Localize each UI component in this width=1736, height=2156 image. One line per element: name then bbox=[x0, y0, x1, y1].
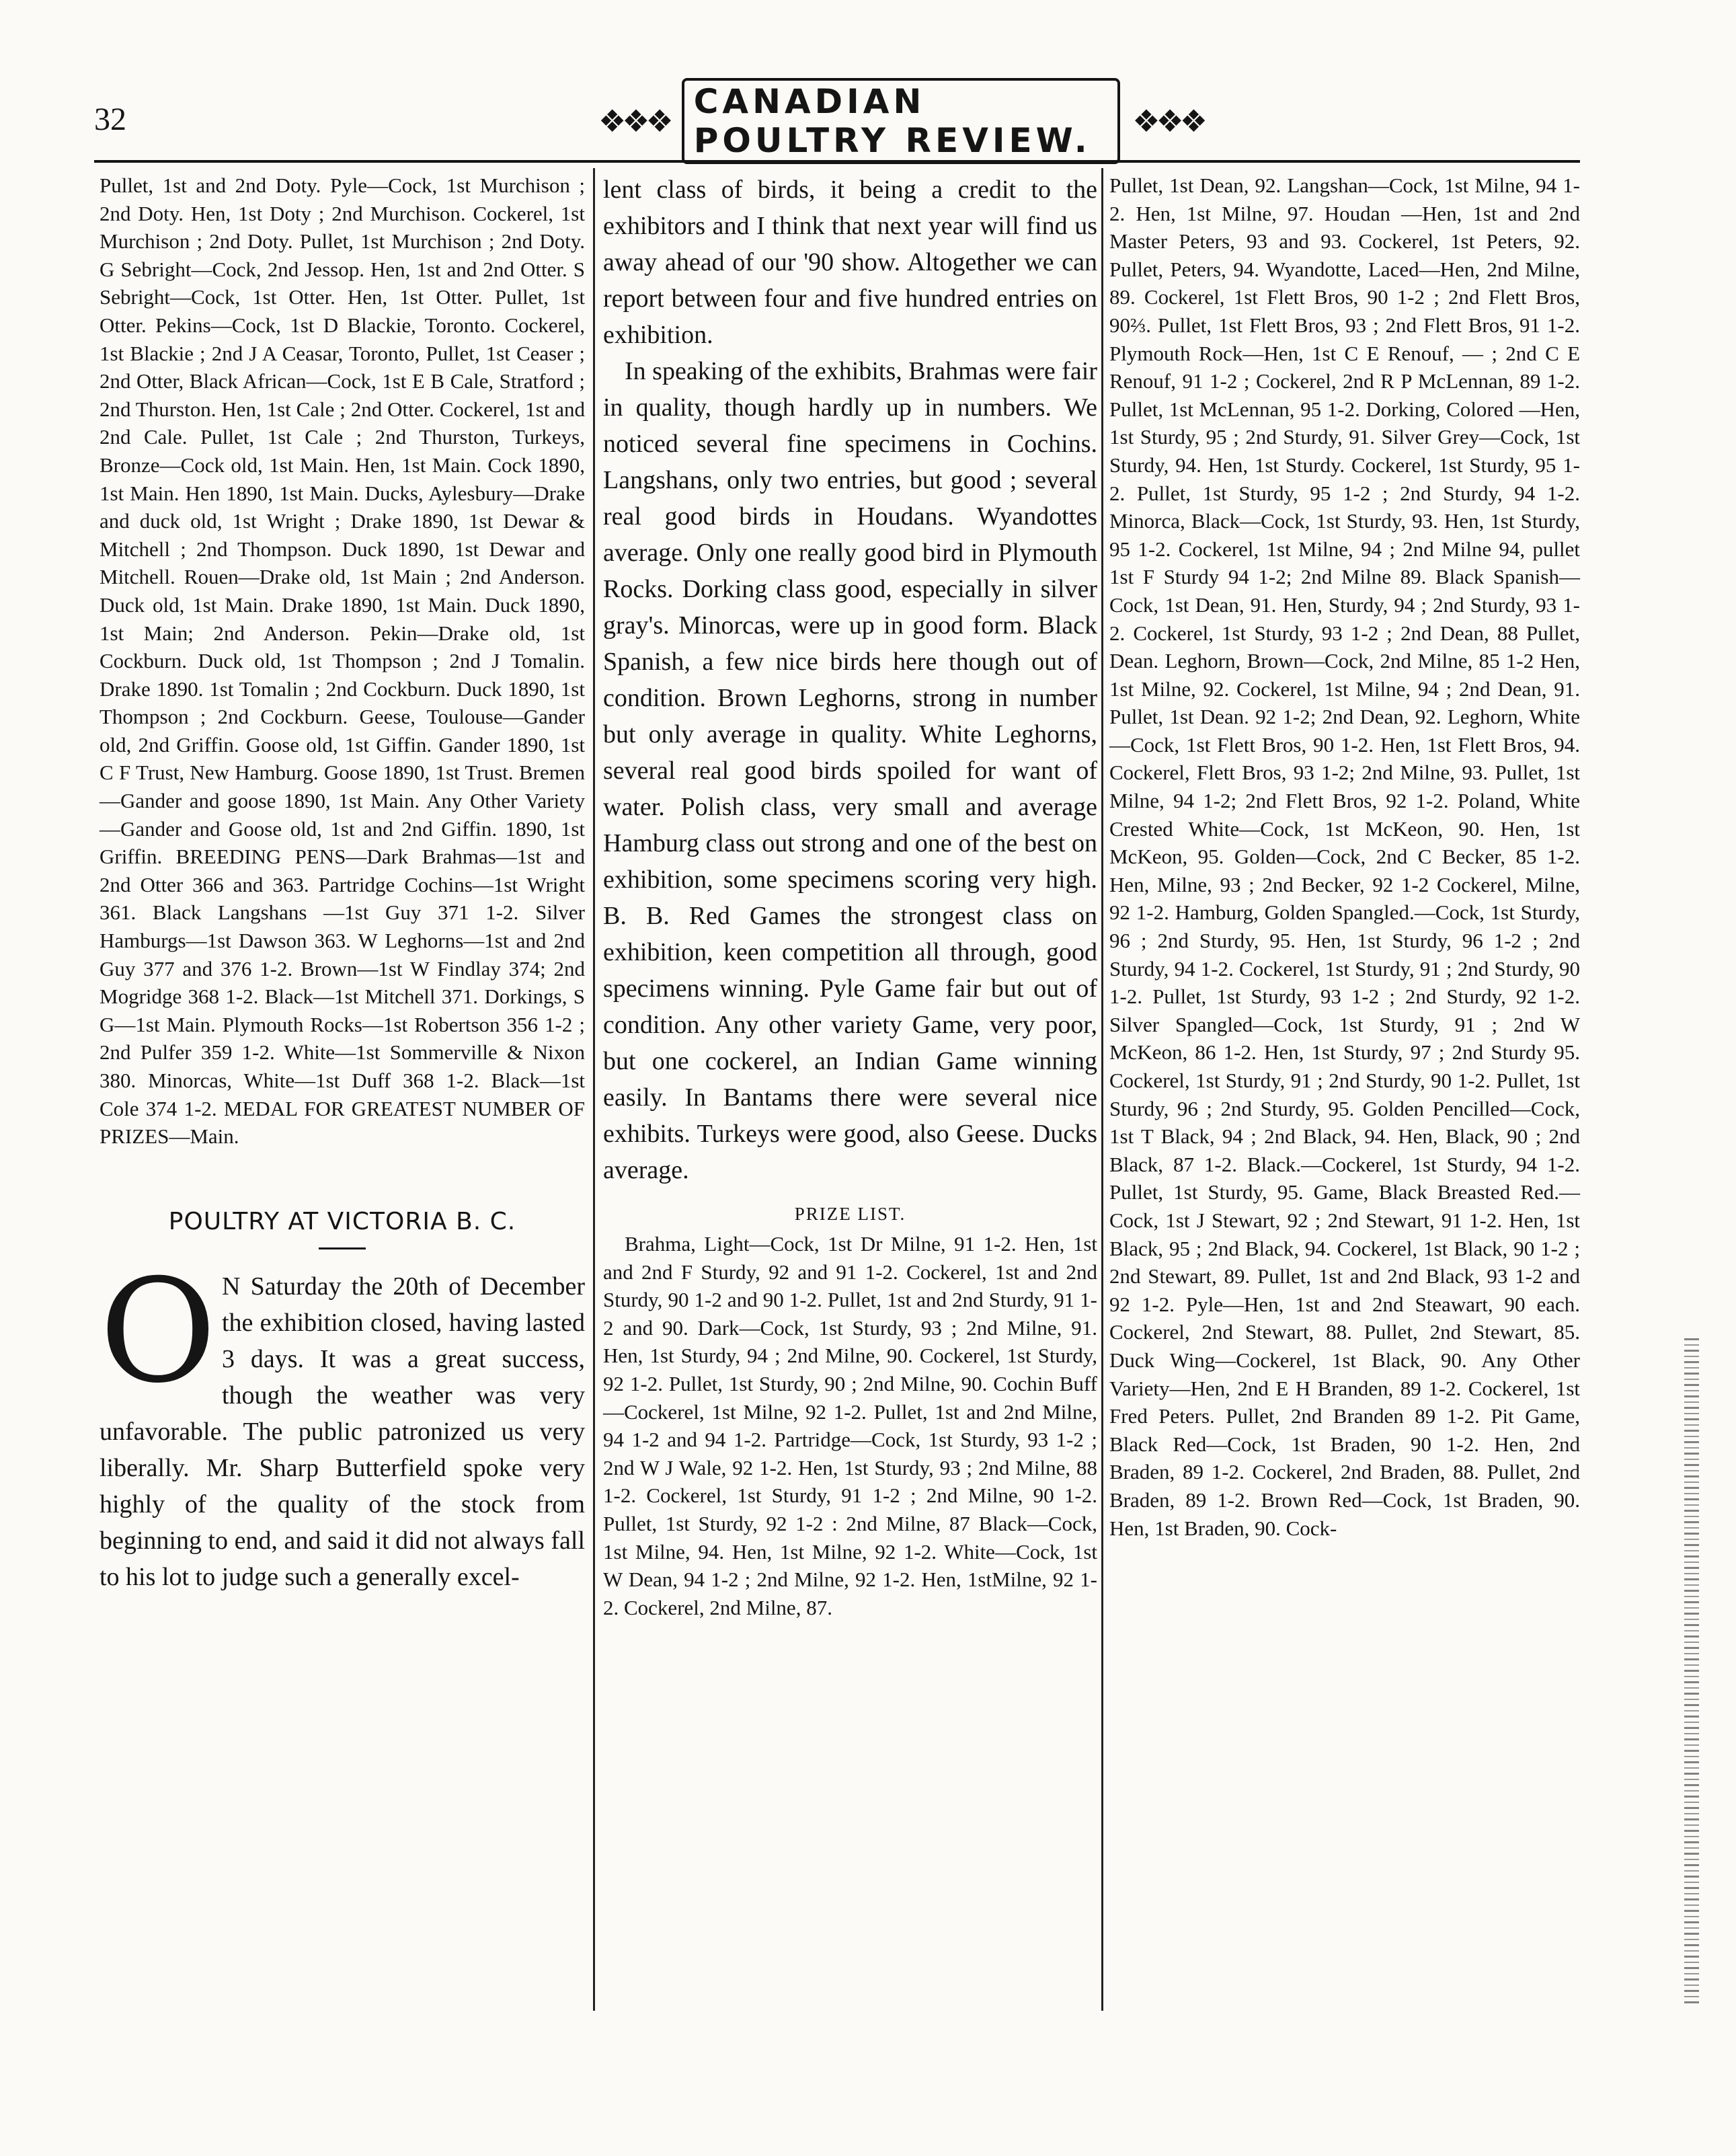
column-rule-right bbox=[1101, 168, 1103, 2011]
prize-list-continued: Pullet, 1st Dean, 92. Langshan—Cock, 1st Milne, 94 1-2. Hen, 1st Milne, 97. Houdan —Hen, 1st and 2nd Master Peters, 93 and 93. Cockerel, 1st Peters, 92. Pullet, Peters, 94. Wyandotte, Laced—Hen, 2nd Milne, 89. Cockerel, 1st Flett Bros, 90 1-2 ; 2nd Flett Bros, 90⅔. Pullet, 1st Flett Bros, 93 ; 2nd Flett Bros, 91 1-2. Plymouth Rock—Hen, 1st C E Renouf, — ; 2nd C E Renouf, 91 1-2 ; Cockerel, 2nd R P McLennan, 89 1-2. Pullet, 1st McLennan, 95 1-2. Dorking, Colored —Hen, 1st Sturdy, 95 ; 2nd Sturdy, 91. Silver Grey—Cock, 1st Sturdy, 94. Hen, 1st Sturdy. Cockerel, 1st Sturdy, 95 1-2. Pullet, 1st Sturdy, 95 1-2 ; 2nd Sturdy, 94 1-2. Minorca, Black—Cock, 1st Sturdy, 93. Hen, 1st Sturdy, 95 1-2. Cockerel, 1st Milne, 94 ; 2nd Milne 94, pullet 1st F Sturdy 94 1-2; 2nd Milne 89. Black Spanish—Cock, 1st Dean, 91. Hen, Sturdy, 94 ; 2nd Sturdy, 93 1-2. Cockerel, 1st Sturdy, 93 1-2 ; 2nd Dean, 88 Pullet, Dean. Leghorn, Brown—Cock, 2nd Milne, 85 1-2 Hen, 1st Milne, 92. Cockerel, 1st Milne, 94 ; 2nd Dean, 91. Pullet, 1st Dean. 92 1-2; 2nd Dean, 92. Leghorn, White—Cock, 1st Flett Bros, 90 1-2. Hen, 1st Flett Bros, 94. Cockerel, Flett Bros, 93 1-2; 2nd Milne, 93. Pullet, 1st Milne, 94 1-2; 2nd Flett Bros, 92 1-2. Poland, White Crested White—Cock, 1st McKeon, 90. Hen, 1st McKeon, 95. Golden—Cock, 2nd C Becker, 85 1-2. Hen, Milne, 93 ; 2nd Becker, 92 1-2 Cockerel, Milne, 92 1-2. Hamburg, Golden Spangled.—Cock, 1st Sturdy, 96 ; 2nd Sturdy, 95. Hen, 1st Sturdy, 96 1-2 ; 2nd Sturdy, 94 1-2. Cockerel, 1st Sturdy, 91 ; 2nd Sturdy, 90 1-2. Pullet, 1st Sturdy, 93 1-2 ; 2nd Sturdy, 92 1-2. Silver Spangled—Cock, 1st Sturdy, 91 ; 2nd W McKeon, 86 1-2. Hen, 1st Sturdy, 97 ; 2nd Sturdy 95. Cockerel, 1st Sturdy, 91 ; 2nd Sturdy, 90 1-2. Pullet, 1st Sturdy, 96 ; 2nd Sturdy, 95. Golden Pencilled—Cock, 1st T Black, 94 ; 2nd Black, 94. Hen, Black, 90 ; 2nd Black, 87 1-2. Black.—Cockerel, 1st Sturdy, 94 1-2. Pullet, 1st Sturdy, 95. Game, Black Breasted Red.—Cock, 1st J Stewart, 92 ; 2nd Stewart, 91 1-2. Hen, 1st Black, 95 ; 2nd Black, 94. Cockerel, 1st Black, 90 1-2 ; 2nd Stewart, 89. Pullet, 1st and 2nd Black, 93 1-2 and 92 1-2. Pyle—Hen, 1st and 2nd Steawart, 90 each. Cockerel, 2nd Stewart, 88. Pullet, 2nd Stewart, 85. Duck Wing—Cockerel, 1st Black, 90. Any Other Variety—Hen, 2nd E H Branden, 89 1-2. Cockerel, 1st Fred Peters. Pullet, 2nd Branden 89 1-2. Pit Game, Black Red—Cock, 1st Braden, 90 1-2. Hen, 2nd Braden, 89 1-2. Cockerel, 2nd Braden, 88. Pullet, 2nd Braden, 89 1-2. Brown Red—Cock, 1st Braden, 90. Hen, 1st Braden, 90. Cock- bbox=[1109, 174, 1580, 1540]
victoria-intro: N Saturday the 20th of December the exhibition closed, having lasted 3 days. It was a great success, though the weather was very unfavorable. The public patronized us very liberally. Mr. Sharp Butterfield spoke very highly of the quality of the stock from beginning to end, and said it did not always fall to his lot to judge such a generally excel- bbox=[100, 1272, 585, 1592]
masthead bbox=[598, 82, 1204, 160]
results-continued: Pullet, 1st and 2nd Doty. Pyle—Cock, 1st Murchison ; 2nd Doty. Hen, 1st Doty ; 2nd Murchison. Cockerel, 1st Murchison ; 2nd Doty. Pullet, 1st Murchison ; 2nd Doty. G Sebright—Cock, 2nd Jessop. Hen, 1st and 2nd Otter. S Sebright—Cock, 1st Otter. Hen, 1st Otter. Pullet, 1st Otter. Pekins—Cock, 1st D Blackie, Toronto. Cockerel, 1st Blackie ; 2nd J A Ceasar, Toronto, Pullet, 1st Ceaser ; 2nd Otter, Black African—Cock, 1st E B Cale, Stratford ; 2nd Thurston. Hen, 1st Cale ; 2nd Otter. Cockerel, 1st and 2nd Cale. Pullet, 1st Cale ; 2nd Thurston, Turkeys, Bronze—Cock old, 1st Main. Hen, 1st Main. Cock 1890, 1st Main. Hen 1890, 1st Main. Ducks, Aylesbury—Drake and duck old, 1st Wright ; Drake 1890, 1st Dewar & Mitchell ; 2nd Thompson. Duck 1890, 1st Dewar and Mitchell. Rouen—Drake old, 1st Main ; 2nd Anderson. Duck old, 1st Main. Drake 1890, 1st Main. Duck 1890, 1st Main; 2nd Anderson. Pekin—Drake old, 1st Cockburn. Duck old, 1st Thompson ; 2nd J Tomalin. Drake 1890. 1st Tomalin ; 2nd Cockburn. Duck 1890, 1st Thompson ; 2nd Cockburn. Geese, Toulouse—Gander old, 2nd Griffin. Goose old, 1st Giffin. Gander 1890, 1st C F Trust, New Hamburg. Goose 1890, 1st Trust. Bremen—Gander and goose 1890, 1st Main. Any Other Variety—Gander and Goose old, 1st and 2nd Giffin. 1890, 1st Griffin. BREEDING PENS—Dark Brahmas—1st and 2nd Otter 366 and 363. Partridge Cochins—1st Wright 361. Black Langshans —1st Guy 371 1-2. Silver Hamburgs—1st Dawson 363. W Leghorns—1st and 2nd Guy 377 and 376 1-2. Brown—1st W Findlay 374; 2nd Mogridge 368 1-2. Black—1st Mitchell 371. Dorkings, S G—1st Main. Plymouth Rocks—1st Robertson 356 1-2 ; 2nd Pulfer 359 1-2. White—1st Sommerville & Nixon 380. Minorcas, White—1st Duff 368 1-2. Black—1st Cole 374 1-2. MEDAL FOR GREATEST NUMBER OF PRIZES—Main. bbox=[100, 174, 585, 1149]
prize-list-text: Brahma, Light—Cock, 1st Dr Milne, 91 1-2. Hen, 1st and 2nd F Sturdy, 92 and 91 1-2. Cockerel, 1st and 2nd Sturdy, 90 1-2 and 90 1-2. Pullet, 1st and 2nd Sturdy, 91 1-2 and 90. Dark—Cock, 1st Sturdy, 93 ; 2nd Milne, 91. Hen, 1st Sturdy, 94 ; 2nd Milne, 90. Cockerel, 1st Sturdy, 92 1-2. Pullet, 1st Sturdy, 90 ; 2nd Milne, 90. Cochin Buff—Cockerel, 1st Milne, 92 1-2. Pullet, 1st and 2nd Milne, 94 1-2 and 94 1-2. Partridge—Cock, 1st Sturdy, 93 1-2 ; 2nd W J Wale, 92 1-2. Hen, 1st Sturdy, 93 ; 2nd Milne, 88 1-2. Cockerel, 1st Sturdy, 91 1-2 ; 2nd Milne, 90 1-2. Pullet, 1st Sturdy, 92 1-2 : 2nd Milne, 87 Black—Cock, 1st Milne, 94. Hen, 1st Milne, 92 1-2. White—Cock, 1st W Dean, 94 1-2 ; 2nd Milne, 92 1-2. Hen, 1stMilne, 92 1-2. Cockerel, 2nd Milne, 87. bbox=[603, 1232, 1097, 1619]
column-1 bbox=[100, 171, 585, 1595]
column-rule-left bbox=[593, 168, 595, 2011]
column-3 bbox=[1109, 171, 1580, 1542]
masthead-title: CANADIAN POULTRY REVIEW. bbox=[682, 78, 1121, 164]
ornament-left-icon: ❖❖❖ bbox=[598, 104, 670, 139]
scan-edge-speckle bbox=[1684, 1338, 1699, 2004]
column-2 bbox=[603, 171, 1097, 1621]
section-heading-victoria: POULTRY AT VICTORIA B. C. bbox=[168, 1207, 516, 1235]
article-paragraph-2: In speaking of the exhibits, Brahmas were fair in quality, though hardly up in numbers. We noticed several fine specimens in Cochins. Langshans, only two entries, but good ; several real good birds in Houdans. Wyandottes average. Only one really good bird in Plymouth Rocks. Dorking class good, especially in silver gray's. Minorcas, were up in good form. Black Spanish, a few nice birds here though out of condition. Brown Leghorns, strong in number but only average in quality. White Leghorns, several real good birds spoiled for want of water. Polish class, very small and average Hamburg class out strong and one of the best on exhibition, some specimens scoring very high. B. B. Red Games the strongest class on exhibition, keen competition all through, good specimens winning. Pyle Game fair but out of condition. Any other variety Game, very poor, but one cockerel, an Indian Game winning easily. In Bantams there were several nice exhibits. Turkeys were good, also Geese. Ducks average. bbox=[603, 357, 1097, 1184]
prize-list-heading: PRIZE LIST. bbox=[794, 1204, 906, 1224]
short-rule bbox=[319, 1247, 366, 1249]
header-rule bbox=[94, 160, 1580, 163]
victoria-article bbox=[100, 1248, 585, 1595]
page-number: 32 bbox=[94, 102, 126, 137]
article-paragraph-1: lent class of birds, it being a credit to the exhibitors and I think that next year will find us away ahead of our '90 show. Altogether we can report between four and five hundred entries on exhibition. bbox=[603, 176, 1097, 349]
ornament-right-icon: ❖❖❖ bbox=[1132, 104, 1204, 139]
drop-cap: O bbox=[100, 1248, 216, 1415]
